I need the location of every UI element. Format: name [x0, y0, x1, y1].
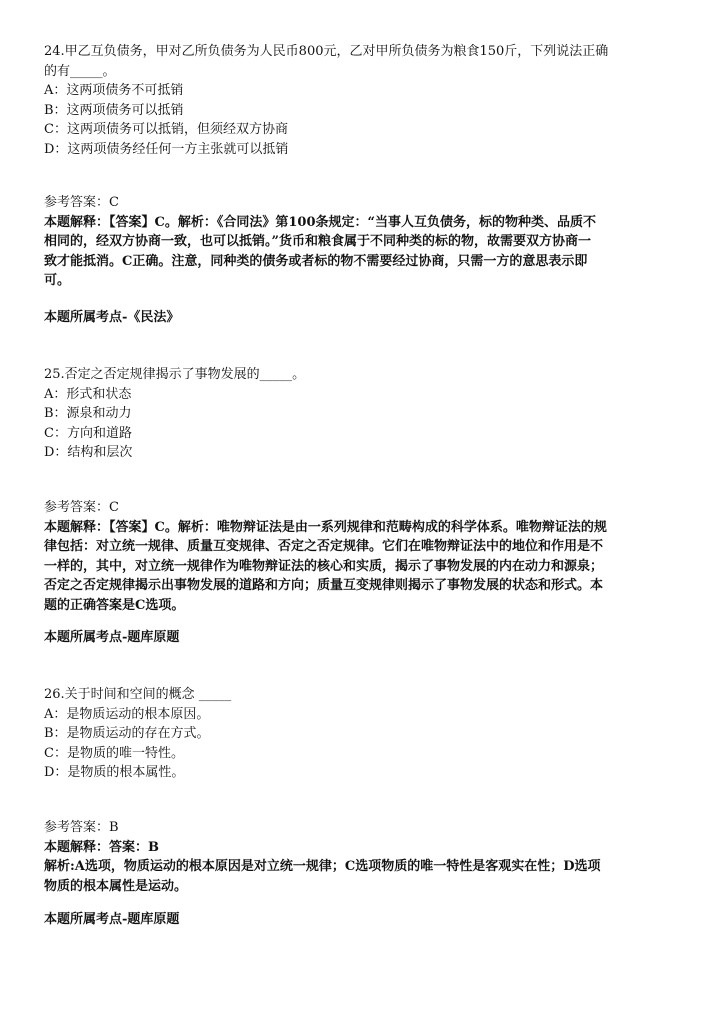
explanation-line: 物质的根本属性是运动。: [44, 878, 188, 894]
option-b: B：这两项债务可以抵销: [44, 102, 184, 118]
option-c: C：是物质的唯一特性。: [44, 745, 184, 761]
question-stem: 25.否定之否定规律揭示了事物发展的_____。: [44, 367, 306, 382]
answer-block-26: [44, 818, 601, 896]
option-a: A：是物质运动的根本原因。: [44, 706, 210, 722]
explanation-line: 解析:A选项，物质运动的根本原因是对立统一规律；C选项物质的唯一特性是客观实在性；D选项: [44, 859, 601, 874]
option-c: C：这两项债务可以抵销，但须经双方协商: [44, 122, 288, 137]
knowledge-point-24: [44, 308, 179, 328]
knowledge-point: 本题所属考点-题库原题: [44, 912, 180, 927]
explanation-line: 题的正确答案是C选项。: [44, 597, 185, 613]
explanation-line: 否定之否定规律揭示出事物发展的道路和方向；质量互变规律则揭示了事物发展的状态和形式。本: [44, 578, 604, 593]
knowledge-point-25: [44, 628, 179, 648]
option-d: D：是物质的根本属性。: [44, 765, 185, 780]
option-a: A：形式和状态: [44, 386, 132, 402]
explanation-line: 可。: [44, 273, 71, 288]
explanation-line: 律包括：对立统一规律、质量互变规律、否定之否定规律。它们在唯物辩证法中的地位和作用是不: [44, 539, 604, 554]
explanation-line: 本题解释：【答案】C。解析：唯物辩证法是由一系列规律和范畴构成的科学体系。唯物辩证法的规: [44, 519, 607, 535]
reference-answer: 参考答案：C: [44, 195, 119, 210]
explanation-line: 致才能抵消。C正确。注意，同种类的债务或者标的物不需要经过协商，只需一方的意思表示即: [44, 253, 588, 269]
explanation-line: 本题解释：答案：B: [44, 839, 159, 855]
reference-answer: 参考答案：C: [44, 500, 119, 515]
explanation-line: 相同的，经双方协商一致，也可以抵销。”货币和粮食属于不同种类的标的物，故需要双方协商一: [44, 234, 591, 249]
option-d: D：结构和层次: [44, 445, 133, 460]
option-b: B：是物质运动的存在方式。: [44, 726, 210, 741]
knowledge-point: 本题所属考点-题库原题: [44, 630, 180, 645]
option-a: A：这两项债务不可抵销: [44, 83, 184, 98]
explanation-line: 本题解释：【答案】C。解析：《合同法》第100条规定：“当事人互负债务，标的物种类、品质不: [44, 214, 596, 230]
question-26: [44, 685, 231, 783]
answer-block-25: [44, 498, 607, 615]
reference-answer: 参考答案：B: [44, 820, 119, 835]
question-stem: 26.关于时间和空间的概念 _____: [44, 687, 232, 702]
knowledge-point: 本题所属考点-《民法》: [44, 310, 180, 325]
question-stem: 24.甲乙互负债务，甲对乙所负债务为人民币800元，乙对甲所负债务为粮食150斤，下列说法正确: [44, 44, 609, 59]
option-b: B：源泉和动力: [44, 406, 132, 421]
question-24: [44, 42, 608, 159]
question-stem: 的有_____。: [44, 63, 116, 79]
option-c: C：方向和道路: [44, 425, 132, 441]
question-25: [44, 365, 305, 463]
answer-block-24: [44, 193, 596, 291]
explanation-line: 一样的，其中，对立统一规律作为唯物辩证法的核心和实质，揭示了事物发展的内在动力和源泉；: [44, 558, 604, 574]
knowledge-point-26: [44, 910, 179, 930]
option-d: D：这两项债务经任何一方主张就可以抵销: [44, 141, 289, 157]
